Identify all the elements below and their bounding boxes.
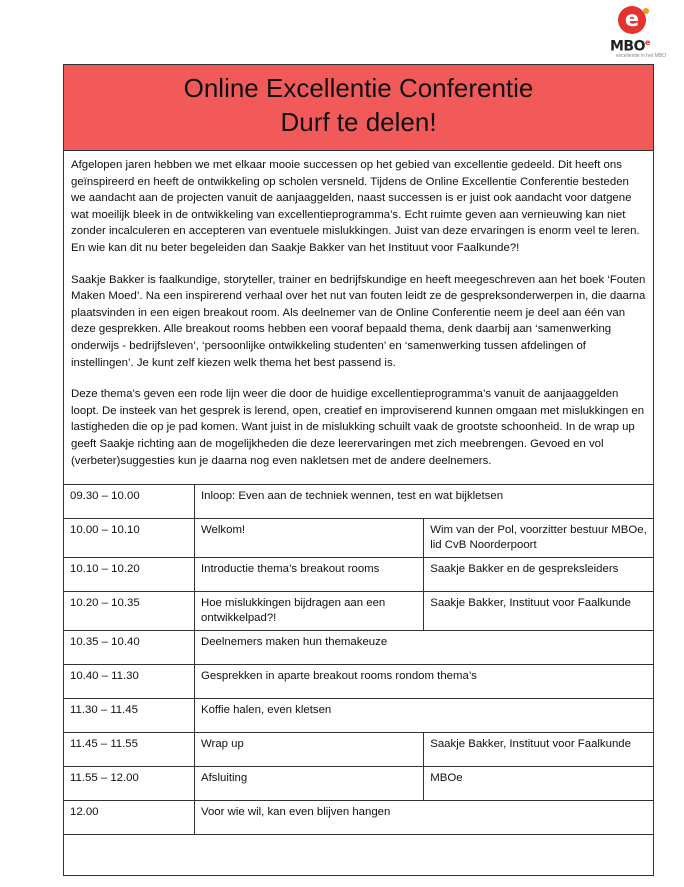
schedule-time: 10.40 – 11.30 xyxy=(64,665,195,699)
schedule-row xyxy=(64,558,653,592)
schedule-time: 11.30 – 11.45 xyxy=(64,699,195,733)
title-banner xyxy=(64,65,653,151)
schedule-activity: Wrap up xyxy=(195,733,424,767)
schedule-row xyxy=(64,733,653,767)
schedule-time: 11.55 – 12.00 xyxy=(64,767,195,801)
schedule-activity: Inloop: Even aan de techniek wennen, test en wat bijkletsen xyxy=(195,485,654,519)
schedule-activity: Voor wie wil, kan even blijven hangen xyxy=(195,801,654,835)
logo-text: MBO$^e$ xyxy=(610,38,650,55)
schedule-row xyxy=(64,801,653,835)
schedule-row xyxy=(64,631,653,665)
schedule-speaker: Saakje Bakker, Instituut voor Faalkunde xyxy=(424,592,653,631)
schedule-time: 10.35 – 10.40 xyxy=(64,631,195,665)
logo-e-mark: e xyxy=(618,6,646,34)
schedule-activity: Welkom! xyxy=(195,519,424,558)
paragraph: Deze thema’s geven een rode lijn weer die door de huidige excellentieprogramma’s vanuit de aanjaaggelden loopt. De insteek van het gesprek is lerend, open, creatief en improviserend kunnen omgaan met mislukkingen en lastigheden die op je pad komen. Want juist in de mislukking schuilt vaak de grootste schoonheid. In de wrap up geeft Saakje richting aan de mogelijkheden die deze leerervaringen met zich meebrengen. Gevoed en vol (verbeter)suggesties kun je daarna nog even nakletsen met de andere deelnemers. xyxy=(71,388,645,467)
schedule-row xyxy=(64,699,653,733)
schedule-activity: Gesprekken in aparte breakout rooms rondom thema’s xyxy=(195,665,654,699)
schedule-row xyxy=(64,592,653,631)
logo-tagline: excellentie in het MBO xyxy=(616,53,667,59)
schedule-time: 10.10 – 10.20 xyxy=(64,558,195,592)
schedule-activity: Introductie thema’s breakout rooms xyxy=(195,558,424,592)
schedule-speaker: Saakje Bakker, Instituut voor Faalkunde xyxy=(424,733,653,767)
schedule-table xyxy=(64,484,653,835)
page-title: Online Excellentie Conferentie xyxy=(183,73,534,103)
schedule-time: 10.00 – 10.10 xyxy=(64,519,195,558)
schedule-row xyxy=(64,519,653,558)
schedule-speaker: Saakje Bakker en de gespreksleiders xyxy=(424,558,653,592)
schedule-activity: Deelnemers maken hun themakeuze xyxy=(195,631,654,665)
schedule-time: 11.45 – 11.55 xyxy=(64,733,195,767)
schedule-activity: Hoe mislukkingen bijdragen aan een ontwikkelpad?! xyxy=(195,592,424,631)
schedule-row xyxy=(64,485,653,519)
schedule-speaker: Wim van der Pol, voorzitter bestuur MBOe, lid CvB Noorderpoort xyxy=(424,519,653,558)
paragraph: Saakje Bakker is faalkundige, storyteller, trainer en bedrijfskundige en heeft meegeschreven aan het boek ‘Fouten Maken Moed’. Na een inspirerend verhaal over het nut van fouten leidt ze de gespreksonderwerpen in, die daarna plaatsvinden in een eigen breakout room. Als deelnemer van de Online Conferentie neem je deel aan één van deze gesprekken. Alle breakout rooms hebben een vooraf bepaald thema, denk daarbij aan ‘samenwerking onderwijs - bedrijfsleven’, ‘persoonlijke ontwikkeling studenten’ en ‘samenwerking tussen afdelingen of instellingen’. Je kunt zelf kiezen welk thema het best passend is. xyxy=(71,273,646,369)
page-subtitle: Durf te delen! xyxy=(280,107,437,137)
intro-text xyxy=(64,151,653,469)
document-frame xyxy=(63,64,654,876)
schedule-row xyxy=(64,767,653,801)
schedule-time: 10.20 – 10.35 xyxy=(64,592,195,631)
schedule-speaker: MBOe xyxy=(424,767,653,801)
schedule-time: 09.30 – 10.00 xyxy=(64,485,195,519)
schedule-time: 12.00 xyxy=(64,801,195,835)
schedule-activity: Afsluiting xyxy=(195,767,424,801)
mboe-logo xyxy=(604,6,668,60)
paragraph: Afgelopen jaren hebben we met elkaar mooie successen op het gebied van excellentie gedeeld. Dit heeft ons geïnspireerd en heeft de ontwikkeling op scholen versneld. Tijdens de Online Excellentie Conferentie besteden we aandacht aan de projecten vanuit de aanjaaggelden, naast successen is er juist ook aandacht voor datgene wat moeilijk bleek in de ontwikkeling van excellentieprogramma’s. Echt ruimte geven aan vernieuwing kan niet zonder incalculeren en accepteren van eventuele mislukkingen. Juist van deze ervaringen is enorm veel te leren. En wie kan dit nu beter begeleiden dan Saakje Bakker van het Instituut voor Faalkunde?! xyxy=(71,159,640,254)
schedule-activity: Koffie halen, even kletsen xyxy=(195,699,654,733)
schedule-row xyxy=(64,665,653,699)
